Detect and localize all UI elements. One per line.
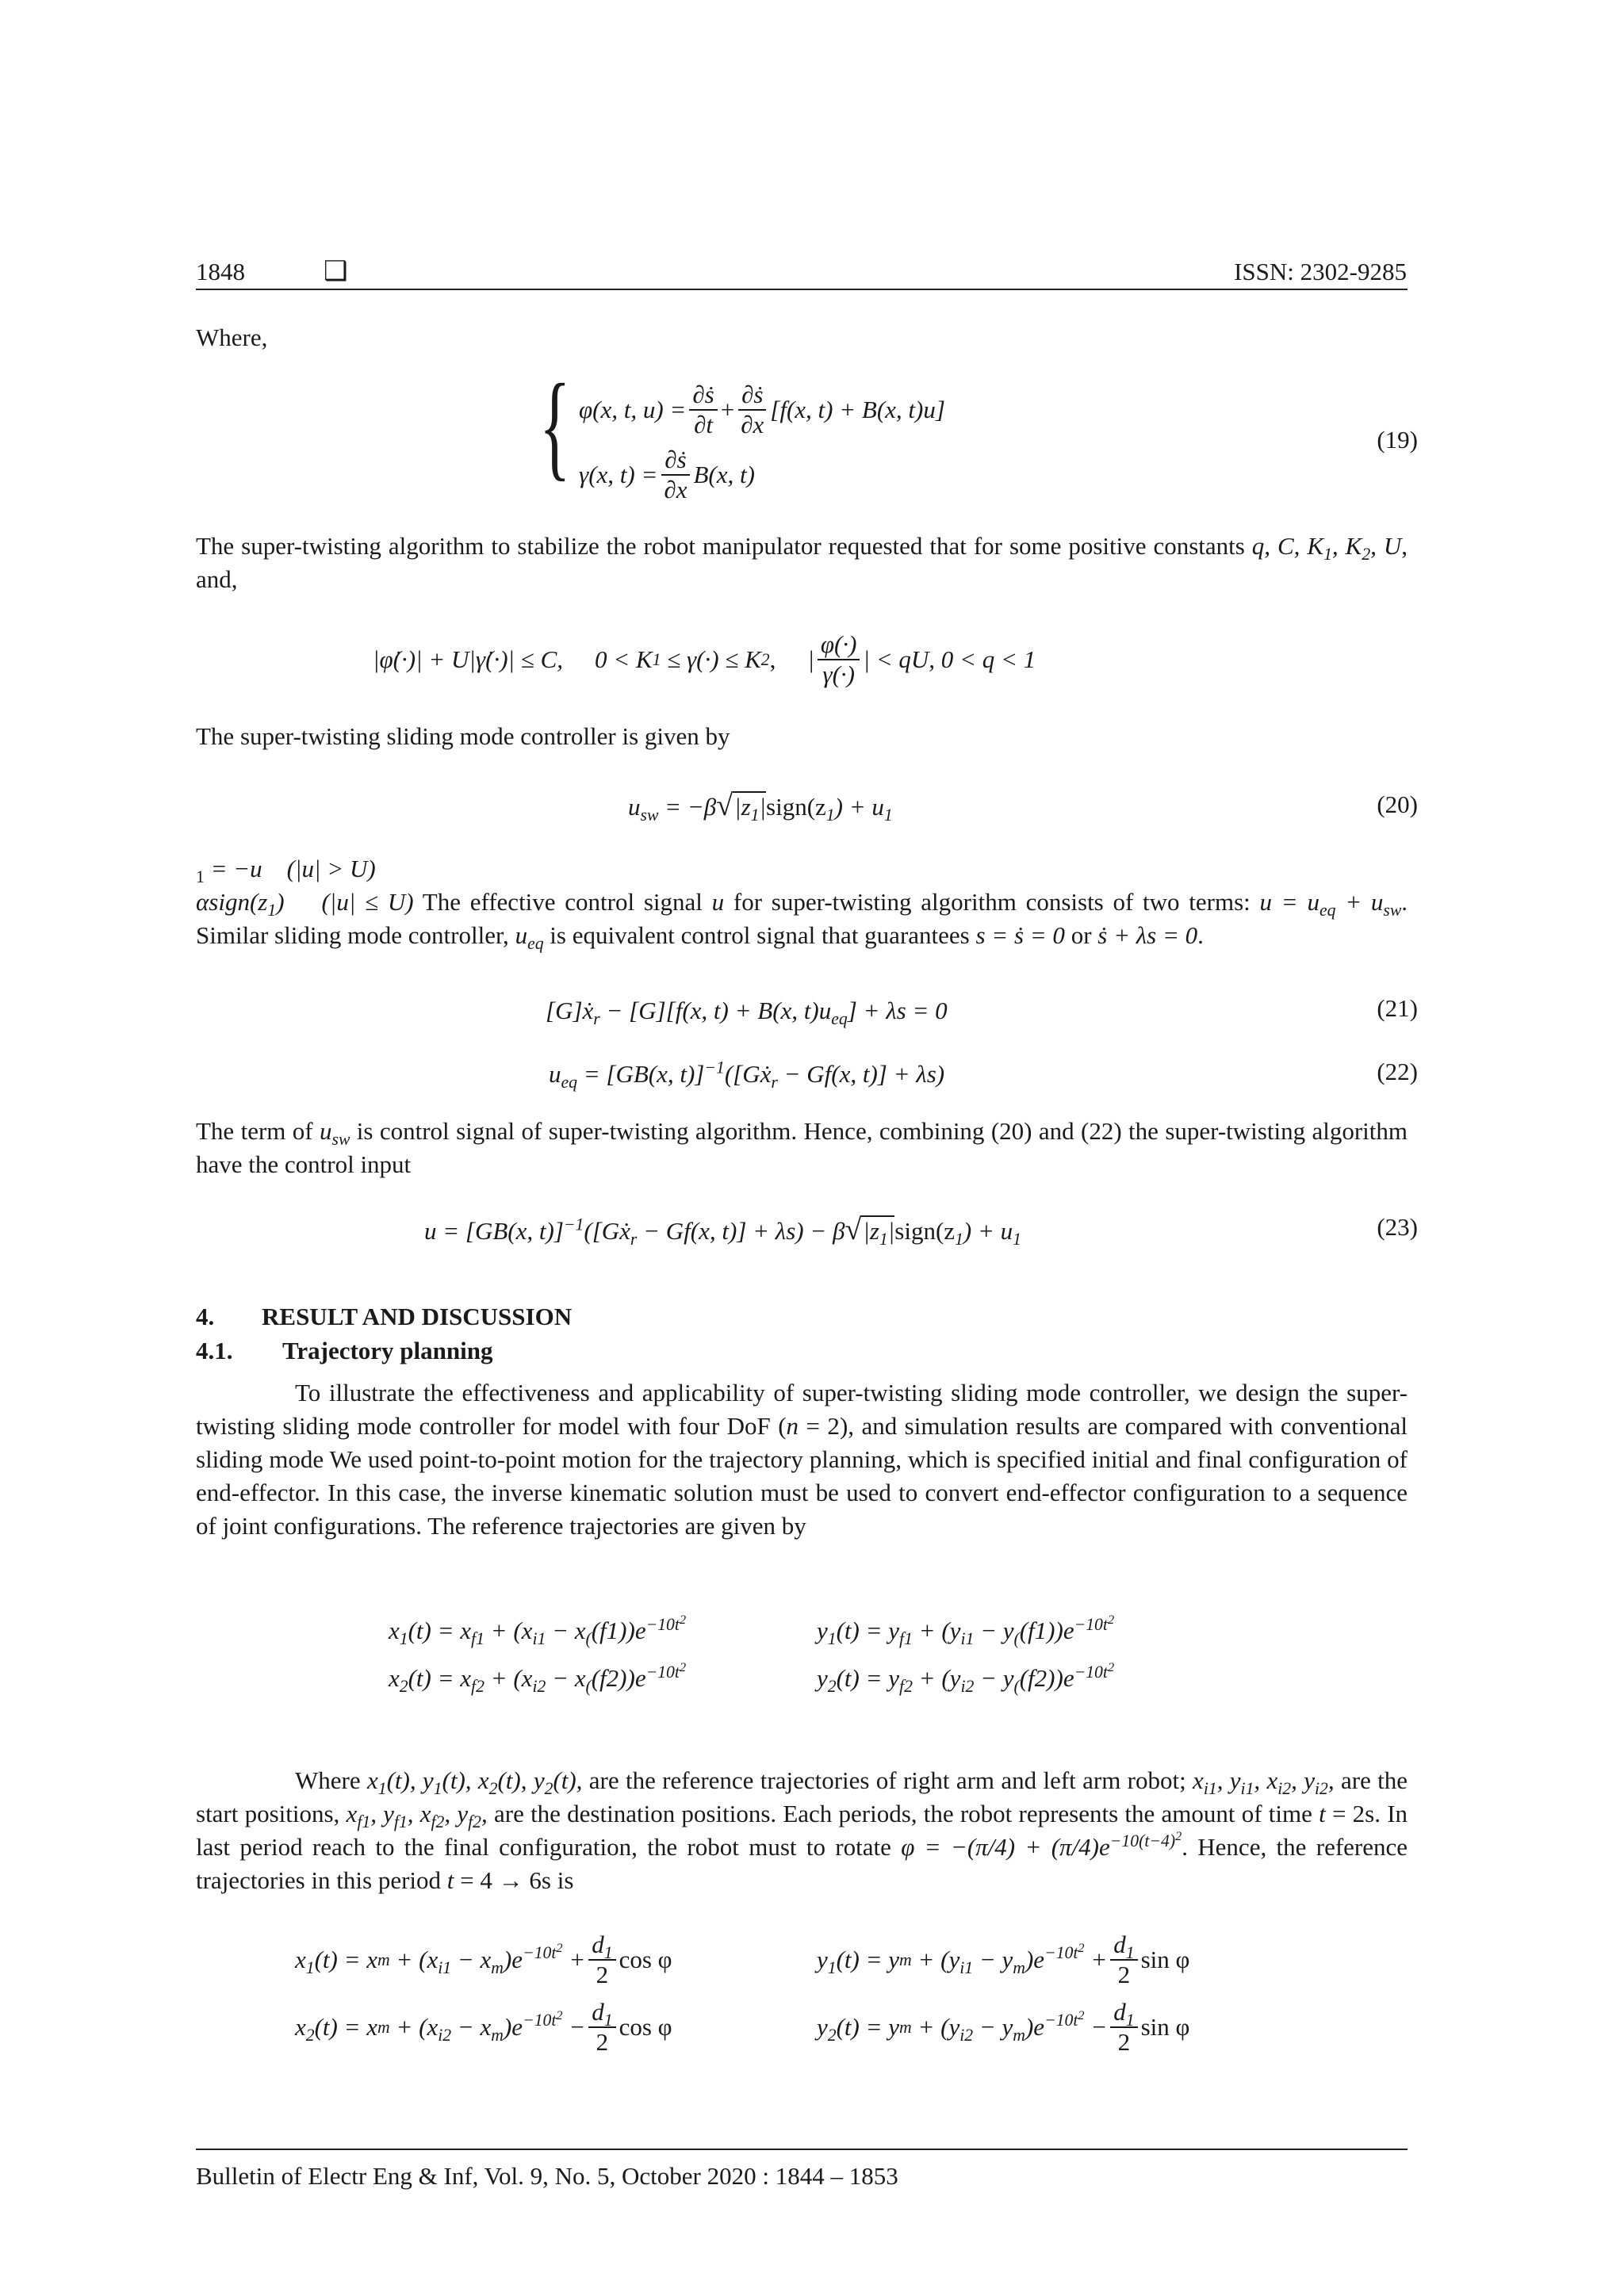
para6-c: are the start positions, (196, 1766, 1408, 1827)
t1-y1a: y (817, 1617, 828, 1644)
frac-d1-2: $\frac{d_1}{2}$ (588, 1931, 615, 1988)
t1-y1-exp: −10t (1074, 1614, 1108, 1634)
t1-y2e: (f2))e (1019, 1664, 1074, 1692)
trajectory-eq-y1: $y_1(t) = y_{f1} + (y_{i1} - y_((f1))e^{-10t^2}$ (817, 1612, 1115, 1649)
cond-part3: ≤ γ(·) ≤ K (667, 645, 761, 673)
piece-line1-text: = −u (|u| > U) (210, 855, 376, 882)
paragraph-term-usw: The term of $u_{sw}$ is control signal of super-twisting algorithm. Hence, combining (20) and (22) the super-twisting algorithm have the control input (196, 1117, 1408, 1178)
den: ∂t (694, 410, 713, 438)
para6-e: In last period reach to the final configuration, the robot must to rotate (196, 1800, 1408, 1861)
eq23-b: ([Gẋ (584, 1217, 630, 1245)
eq19-gamma-tail: B(x, t) (693, 460, 755, 488)
num-d: d (1113, 1998, 1126, 2026)
condition-equation: |φ̇(·)| + U|γ̇(·)| ≤ C, 0 < K 1 ≤ γ(·) ≤ K 2 , | $\frac{\varphi(\cdot)}{\gamma(\cdot)}$ | < qU, 0 < q < 1 (373, 630, 1036, 688)
eq22-u: u (549, 1060, 561, 1088)
frac-ds-dx-2 (661, 446, 690, 503)
eq22-d: − Gf(x, t)] + λs) (777, 1060, 945, 1088)
eq21-number: (21) (1377, 994, 1418, 1022)
den: γ(·) (822, 660, 855, 688)
t1-x1d: − x (546, 1617, 586, 1644)
t1-x1c: + (x (484, 1617, 533, 1644)
eq19-phi-lhs: φ(x, t, u) = (579, 395, 687, 423)
t1-x2e: (f2))e (591, 1664, 646, 1692)
header-rule (196, 289, 1408, 290)
subsection-number: 4.1. (196, 1337, 233, 1364)
t2-sin: sin φ (1140, 1945, 1190, 1973)
t1-x2a: x (389, 1664, 400, 1692)
frac-d1-2: $\frac{d_1}{2}$ (588, 1998, 615, 2056)
para4-b: is control signal of super-twisting algorithm. Hence, combining (20) and (22) the super-twisting algorithm have the control input (196, 1117, 1408, 1178)
t1-x1b: (t) = x (408, 1617, 472, 1644)
para5-a: To illustrate the effectiveness and applicability of super-twisting sliding mode controller, we design the super-twisting sliding mode controller for model with four DoF ( (196, 1379, 1408, 1440)
footer-rule (196, 2149, 1408, 2150)
para5-b: ), and simulation results are compared with conventional sliding mode We used point-to-point motion for the trajectory planning, which is specified initial and final configuration of end-effector. In this case, the inverse kinematic solution must be used to convert end-effector configuration to a sequence of joint configurations. The reference trajectories are given by (196, 1412, 1408, 1540)
t1-y2d: − y (974, 1664, 1014, 1692)
frac-d1-2: $\frac{d_1}{2}$ (1110, 1998, 1137, 2056)
para3-d: is equivalent control signal that guarantees (550, 921, 970, 949)
paragraph-constants: The super-twisting algorithm to stabilize the robot manipulator requested that for some positive constants q, C, $K_1$, $K_2$, U, and, (196, 532, 1408, 593)
eq20-u: u (628, 793, 641, 821)
piece-line2-cond: ) (|u| ≤ U) (276, 888, 414, 916)
t1-x2d: − x (546, 1664, 586, 1692)
t2-y1-a: (t) = y (836, 1945, 900, 1973)
eq19-line2 (579, 446, 755, 503)
eq19-number: (19) (1377, 426, 1418, 453)
issn: ISSN: 2302-9285 (1234, 258, 1407, 285)
piece-line2-math: αsign(z (196, 888, 268, 916)
frac-d1-2: $\frac{d_1}{2}$ (1110, 1931, 1137, 1988)
eq20-beta: = −β (665, 793, 717, 821)
eq19-line1 (579, 381, 945, 438)
equation-19 (523, 360, 1158, 515)
para3-c: Similar sliding mode controller, (196, 921, 509, 949)
eq22-b: = [GB(x, t)] (583, 1060, 705, 1088)
num-d: d (592, 1931, 604, 1958)
num: ∂ṡ (689, 381, 717, 411)
trajectory-eq-y2: $y_2(t) = y_{f2} + (y_{i2} - y_((f2))e^{-10t^2}$ (817, 1659, 1115, 1697)
paragraph-effective-control: $\alpha sign(z_1)$ (|u| ≤ U) The effective control signal u for super-twisting algorithm consists of two terms: $u = u_{eq} + u_{sw}$. Similar sliding mode controller, $u_{eq}$ is equivalent control signal that guarantees s = ṡ = 0 or ṡ + λs = 0. (196, 888, 1408, 954)
den: ∂x (664, 475, 688, 503)
frac-ds-dt (689, 381, 717, 438)
eq23-number: (23) (1377, 1213, 1418, 1241)
eq22-number: (22) (1377, 1058, 1418, 1085)
t2-sin: sin φ (1140, 2012, 1190, 2041)
para6-g: is (557, 1866, 574, 1894)
t1-y2a: y (817, 1664, 828, 1692)
para6-d: are the destination positions. Each periods, the robot represents the amount of time (494, 1800, 1312, 1827)
eq20-sqrt: |z (734, 793, 751, 821)
t2-x2-a: (t) = x (314, 2012, 378, 2041)
trajectory2-eq-x1: $x_1$ (t) = x m + $(x_{i1} - x_m)e^{-10t^2}$ + $\frac{d_1}{2}$ cos φ (295, 1931, 672, 1988)
eq20-sub: sw (640, 806, 659, 825)
eq23-tail: ) + u (963, 1217, 1013, 1245)
num: ∂ṡ (738, 381, 766, 411)
where-label: Where, (196, 323, 268, 351)
t1-y1d: − y (974, 1617, 1014, 1644)
num: φ(·) (818, 630, 860, 660)
piecewise-line1: $_1$ = −u (|u| > U) (196, 855, 376, 887)
eq21-b: − [G][f(x, t) + B(x, t)u (599, 997, 832, 1024)
den: ∂x (741, 410, 764, 438)
para1-text: The super-twisting algorithm to stabilize the robot manipulator requested that for some positive constants (196, 532, 1245, 560)
t1-x1-exp: −10t (645, 1614, 680, 1634)
cond-part2: 0 < K (595, 645, 653, 673)
eq23-sign: sign(z (894, 1217, 956, 1245)
plus: + (720, 395, 735, 423)
trajectory2-eq-y1: $y_1$ (t) = y m + $(y_{i1} - y_m)e^{-10t^2}$ + $\frac{d_1}{2}$ sin φ (817, 1931, 1190, 1988)
cond-part1: |φ̇(·)| + U|γ̇(·)| ≤ C, (373, 645, 563, 673)
num-d: d (592, 1998, 604, 2026)
paragraph-controller-given: The super-twisting sliding mode controller is given by (196, 722, 730, 750)
num: ∂ṡ (661, 446, 689, 476)
trajectory2-eq-y2: $y_2$ (t) = y m + $(y_{i2} - y_m)e^{-10t^2}$ − $\frac{d_1}{2}$ sin φ (817, 1998, 1190, 2056)
section-title: RESULT AND DISCUSSION (262, 1303, 573, 1330)
t2-x1-a: (t) = x (314, 1945, 378, 1973)
cond-part4: | < qU, 0 < q < 1 (863, 645, 1036, 673)
paragraph-trajectory-intro: To illustrate the effectiveness and applicability of super-twisting sliding mode controller, we design the super-twisting sliding mode controller for model with four DoF (n = 2), and simulation results are compared with conventional sliding mode We used point-to-point motion for the trajectory planning, which is specified initial and final configuration of end-effector. In this case, the inverse kinematic solution must be used to convert end-effector configuration to a sequence of joint configurations. The reference trajectories are given by (196, 1379, 1408, 1540)
para4-a: The term of (196, 1117, 313, 1145)
t1-x1e: (f1))e (591, 1617, 646, 1644)
frac-ds-dx (737, 381, 767, 438)
section-number: 4. (196, 1303, 215, 1330)
paragraph-where-trajectories: Where $x_1(t)$, $y_1(t)$, $x_2(t)$, $y_2(t)$, are the reference trajectories of right arm and left arm robot; $x_{i1}$, $y_{i1}$, $x_{i2}$, $y_{i2}$, are the start positions, $x_{f1}$, $y_{f1}$, $x_{f2}$, $y_{f2}$, are the destination positions. Each periods, the robot represents the amount of time t = 2s. In last period reach to the final configuration, the robot must to rotate $\varphi = -(\pi/4) + (\pi/4)e^{-10(t-4)^2}$. Hence, the reference trajectories in this period t = 4 → 6s is (196, 1766, 1408, 1894)
equation-21: [G]ẋ$_r$ − [G][f(x, t) + B(x, $t)u_{eq}] + \lambda s = 0$ (546, 997, 948, 1029)
para6-a: Where (295, 1766, 361, 1794)
para1-tail: and, (196, 565, 238, 593)
subsection-title: Trajectory planning (282, 1337, 493, 1364)
para6-b: are the reference trajectories of right arm and left arm robot; (588, 1766, 1186, 1794)
eq19-gamma-lhs: γ(x, t) = (579, 460, 658, 488)
t1-x1a: x (389, 1617, 400, 1644)
t1-x2-exp: −10t (645, 1662, 680, 1682)
num-d: d (1113, 1931, 1126, 1958)
eq21-a: [G]ẋ (546, 997, 594, 1024)
t1-x2b: (t) = x (408, 1664, 472, 1692)
t2-cos: cos φ (619, 1945, 672, 1973)
eq21-c: ] + λs = 0 (847, 997, 948, 1024)
t1-x2c: + (x (484, 1664, 533, 1692)
eq20-sign: sign(z (766, 793, 826, 821)
t2-cos: cos φ (619, 2012, 672, 2041)
footer-citation: Bulletin of Electr Eng & Inf, Vol. 9, No. 5, October 2020 : 1844 – 1853 (196, 2162, 898, 2190)
trajectory2-eq-x2: $x_2$ (t) = x m + $(x_{i2} - x_m)e^{-10t^2}$ − $\frac{d_1}{2}$ cos φ (295, 1998, 672, 2056)
t1-y1b: (t) = y (836, 1617, 900, 1644)
equation-20: $u_{sw}$ = $-\beta√|z_1|sign(z_1) + u_1$ (628, 789, 893, 825)
para3-a: The effective control signal (422, 888, 703, 916)
trajectory-eq-x2: $x_2(t) = x_{f2} + (x_{i2} - x_((f2))e^{-10t^2}$ (389, 1659, 687, 1697)
equation-22: $u_{eq} = [GB(x$, t)]$^{-1}$([Gẋ$_r$ − Gf(x, t)] + λs) (549, 1058, 945, 1093)
eq20-number: (20) (1377, 790, 1418, 818)
left-brace: { (539, 360, 571, 492)
trajectory-eq-x1: $x_1(t) = x_{f1} + (x_{i1} - x_((f1))e^{-10t^2}$ (389, 1612, 687, 1649)
eq20-tail: ) + u (834, 793, 884, 821)
den: 2 (1117, 1960, 1131, 1988)
eq23-sqrt: |z (863, 1217, 879, 1245)
t1-y1c: + (y (912, 1617, 961, 1644)
para3-e: or (1071, 921, 1092, 949)
eq19-phi-tail: [f(x, t) + B(x, t)u] (770, 395, 945, 423)
eq23-a: u = [GB(x, t)] (424, 1217, 564, 1245)
t2-y2-a: (t) = y (836, 2012, 900, 2041)
page-number: 1848 (196, 258, 245, 285)
eq22-c: ([Gẋ (724, 1060, 772, 1088)
den: 2 (596, 2027, 609, 2056)
box-icon: ❑ (324, 257, 348, 286)
t1-y2c: + (y (912, 1664, 961, 1692)
eq23-c: − Gf(x, t)] + λs) − β (637, 1217, 845, 1245)
para1-constants: q, C, K (1251, 532, 1324, 560)
para6-f: . Hence, the reference trajectories in this period (196, 1833, 1408, 1894)
den: 2 (1117, 2027, 1131, 2056)
t1-y2b: (t) = y (836, 1664, 900, 1692)
para3-b: for super-twisting algorithm consists of two terms: (733, 888, 1251, 916)
den: 2 (596, 1960, 609, 1988)
frac-phi-gamma (818, 630, 860, 688)
t1-y2-exp: −10t (1074, 1662, 1108, 1682)
equation-23: u = [GB(x, t)]$^{-1}$([Gẋ$_r$ − Gf(x, $t)] + \lambda s) - \beta√|z_1|sign(z_1) + u_1$ (424, 1213, 1021, 1249)
t1-y1e: (f1))e (1019, 1617, 1074, 1644)
